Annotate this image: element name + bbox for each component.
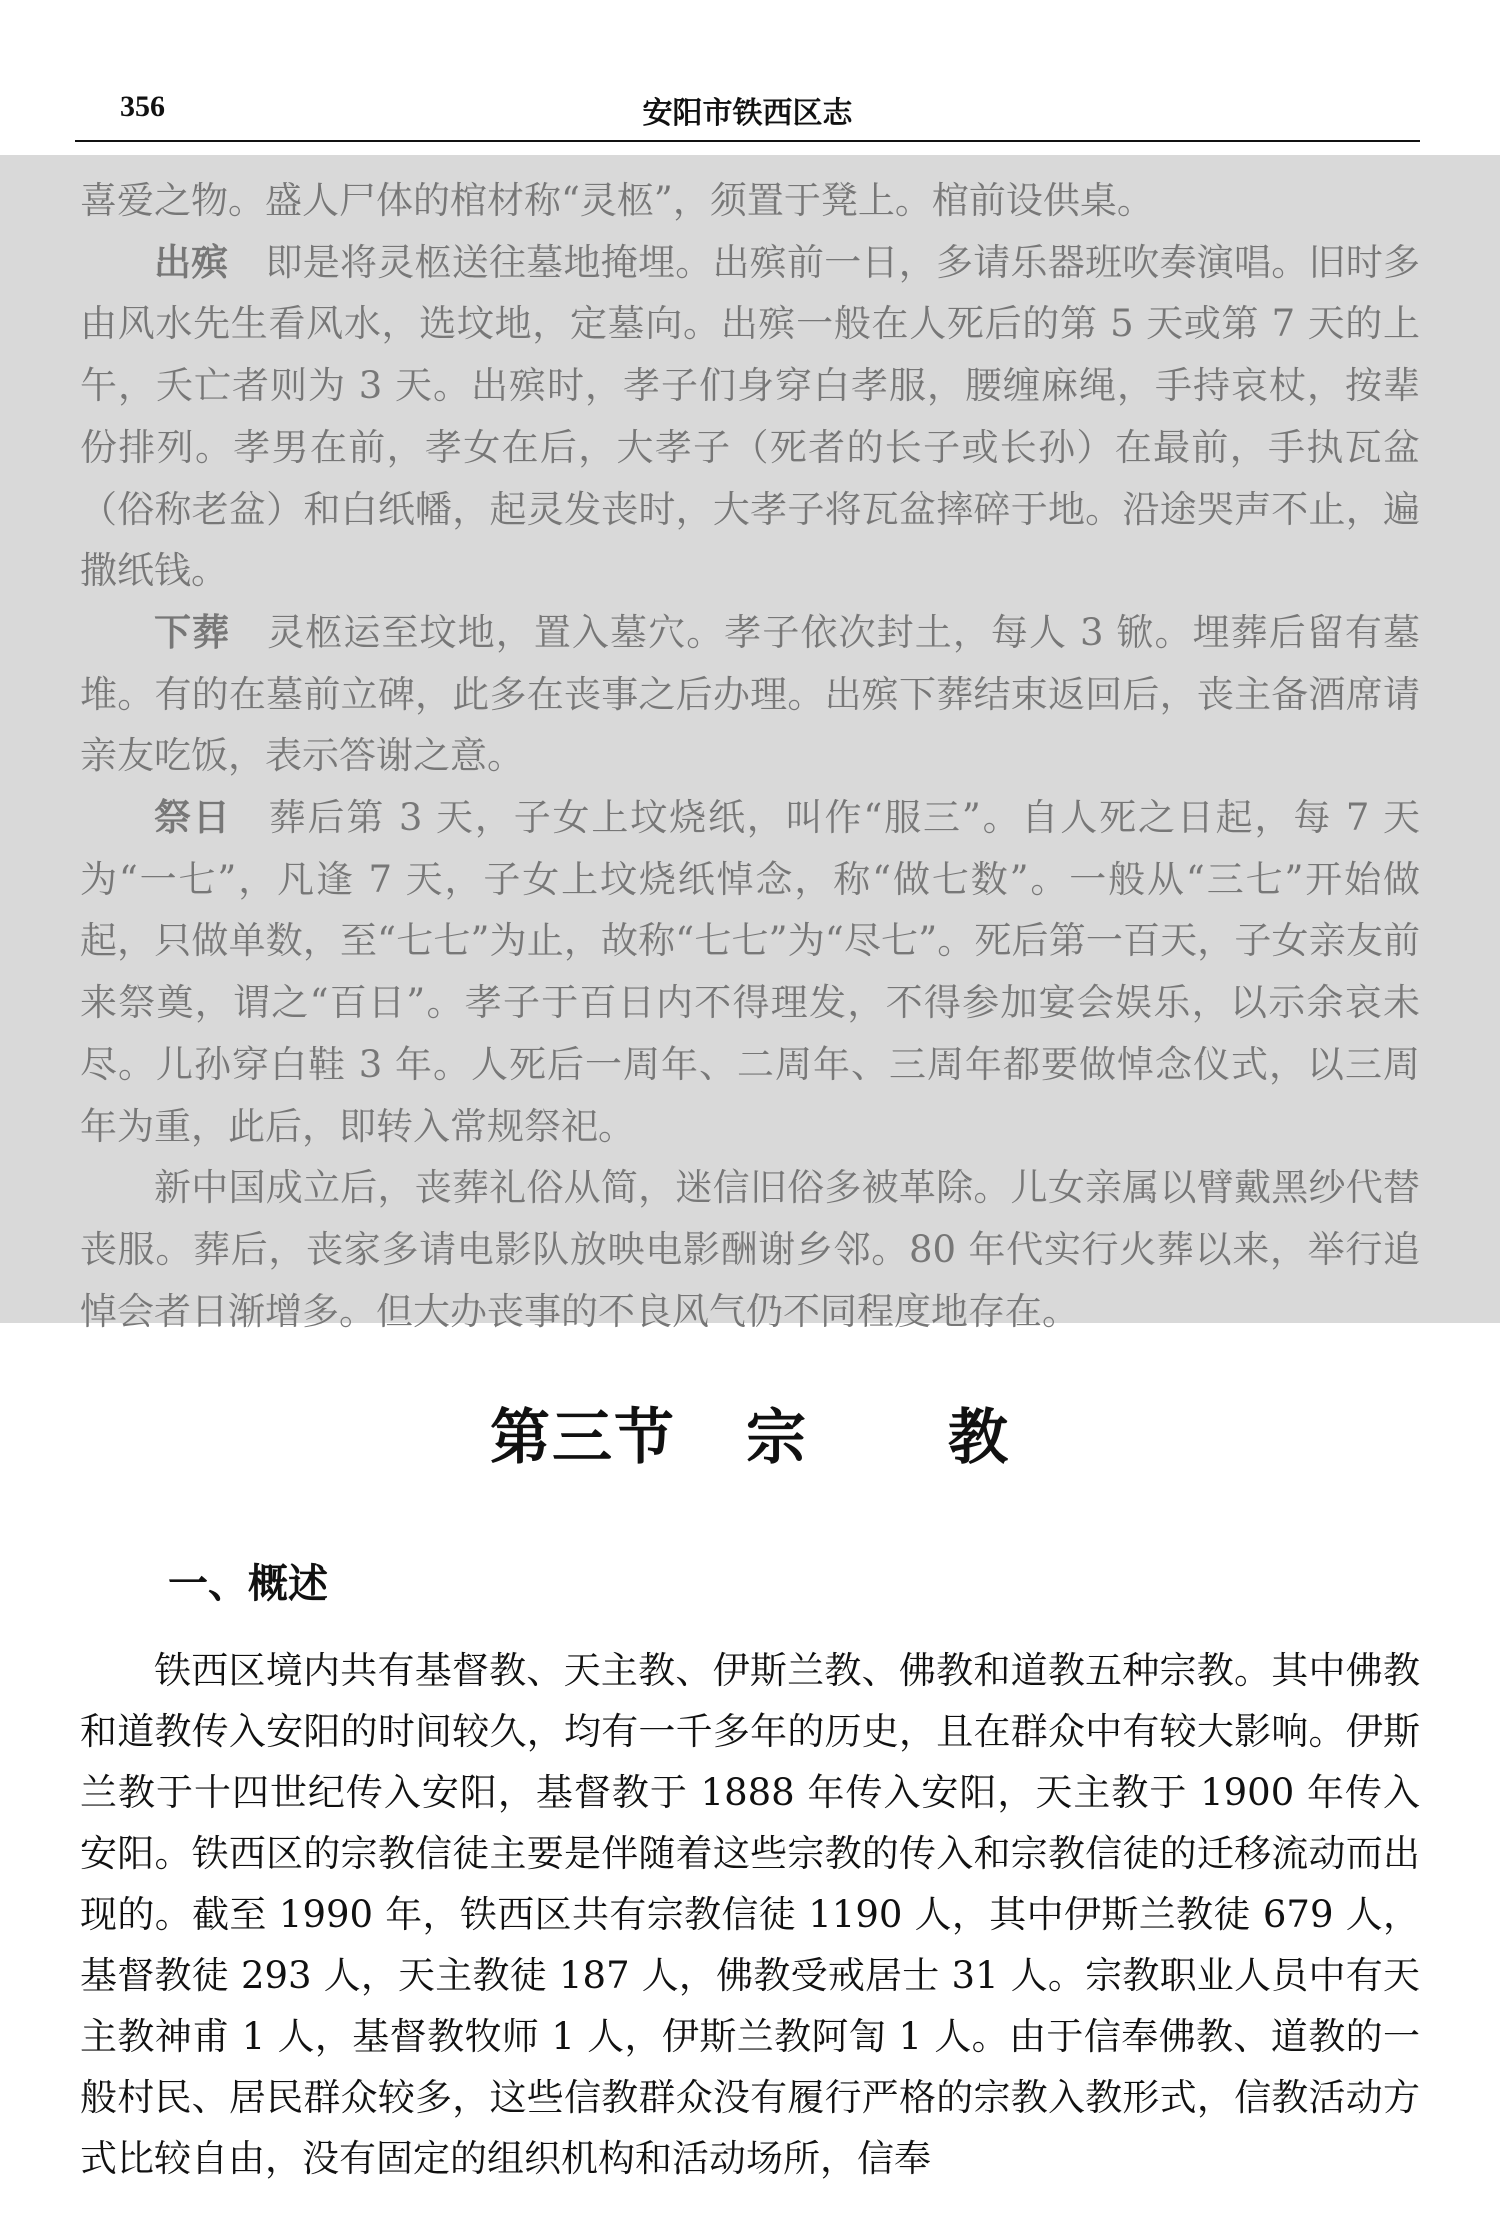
paragraph-xinzhongguo: 新中国成立后，丧葬礼俗从简，迷信旧俗多被革除。儿女亲属以臂戴黑纱代替丧服。葬后，丧家多请电影队放映电影酬谢乡邻。80 年代实行火葬以来，举行追悼会者日渐增多。但大办丧事的不良风气仍不同程度地存在。: [80, 1166, 1420, 1333]
term-chubin: 出殡: [154, 240, 229, 284]
paragraph-overview: 铁西区境内共有基督教、天主教、伊斯兰教、佛教和道教五种宗教。其中佛教和道教传入安阳的时间较久，均有一千多年的历史，且在群众中有较大影响。伊斯兰教于十四世纪传入安阳，基督教于 1888 年传入安阳，天主教于 1900 年传入安阳。铁西区的宗教信徒主要是伴随着这些宗教的传入和宗教信徒的迁移流动而出现的。截至 1990 年，铁西区共有宗教信徒 1190 人，其中伊斯兰教徒 679 人，基督教徒 293 人，天主教徒 187 人，佛教受戒居士 31 人。宗教职业人员中有天主教神甫 1 人，基督教牧师 1 人，伊斯兰教阿訇 1 人。由于信奉佛教、道教的一般村民、居民群众较多，这些信教群众没有履行严格的宗教入教形式，信教活动方式比较自由，没有固定的组织机构和活动场所，信奉: [80, 1649, 1420, 2180]
page-header: [75, 80, 1420, 142]
running-title: 安阳市铁西区志: [642, 96, 853, 131]
paragraph-jiri: [80, 787, 1420, 1157]
paragraph-continuation: 喜爱之物。盛人尸体的棺材称“灵柩”，须置于凳上。棺前设供桌。: [80, 179, 1154, 222]
page-number: 356: [120, 90, 165, 123]
section-title-part2: 宗: [746, 1403, 808, 1473]
text-chubin: 即是将灵柩送往墓地掩埋。出殡前一日，多请乐器班吹奏演唱。旧时多由风水先生看风水，选坟地，定墓向。出殡一般在人死后的第 5 天或第 7 天的上午，夭亡者则为 3 天。出殡时，孝子们身穿白孝服，腰缠麻绳，手持哀杖，按辈份排列。孝男在前，孝女在后，大孝子（死者的长子或长孙）在最前，手执瓦盆（俗称老盆）和白纸幡，起灵发丧时，大孝子将瓦盆摔碎于地。沿途哭声不止，遍撒纸钱。: [80, 240, 1420, 593]
subheading-overview: 一、概述: [168, 1561, 328, 1607]
term-jiri: 祭日: [154, 796, 232, 840]
shaded-text-block: [80, 170, 1420, 1342]
section-title-part3: 教: [948, 1403, 1010, 1473]
paragraph-xiazang: [80, 602, 1420, 787]
section-title-part1: 第三节: [490, 1403, 676, 1473]
body-text-block: [80, 1640, 1420, 2189]
section-title: [0, 1390, 1500, 1476]
text-jiri: 葬后第 3 天，子女上坟烧纸，叫作“服三”。自人死之日起，每 7 天为“一七”，凡逢 7 天，子女上坟烧纸悼念，称“做七数”。一般从“三七”开始做起，只做单数，至“七七”为止，故称“七七”为“尽七”。死后第一百天，子女亲友前来祭奠，谓之“百日”。孝子于百日内不得理发，不得参加宴会娱乐，以示余哀未尽。儿孙穿白鞋 3 年。人死后一周年、二周年、三周年都要做悼念仪式，以三周年为重，此后，即转入常规祭祀。: [80, 796, 1420, 1148]
paragraph-chubin: [80, 232, 1420, 602]
text-xiazang: 灵柩运至坟地，置入墓穴。孝子依次封土，每人 3 锨。埋葬后留有墓堆。有的在墓前立碑，此多在丧事之后办理。出殡下葬结束返回后，丧主备酒席请亲友吃饭，表示答谢之意。: [80, 610, 1421, 778]
term-xiazang: 下葬: [154, 610, 231, 654]
